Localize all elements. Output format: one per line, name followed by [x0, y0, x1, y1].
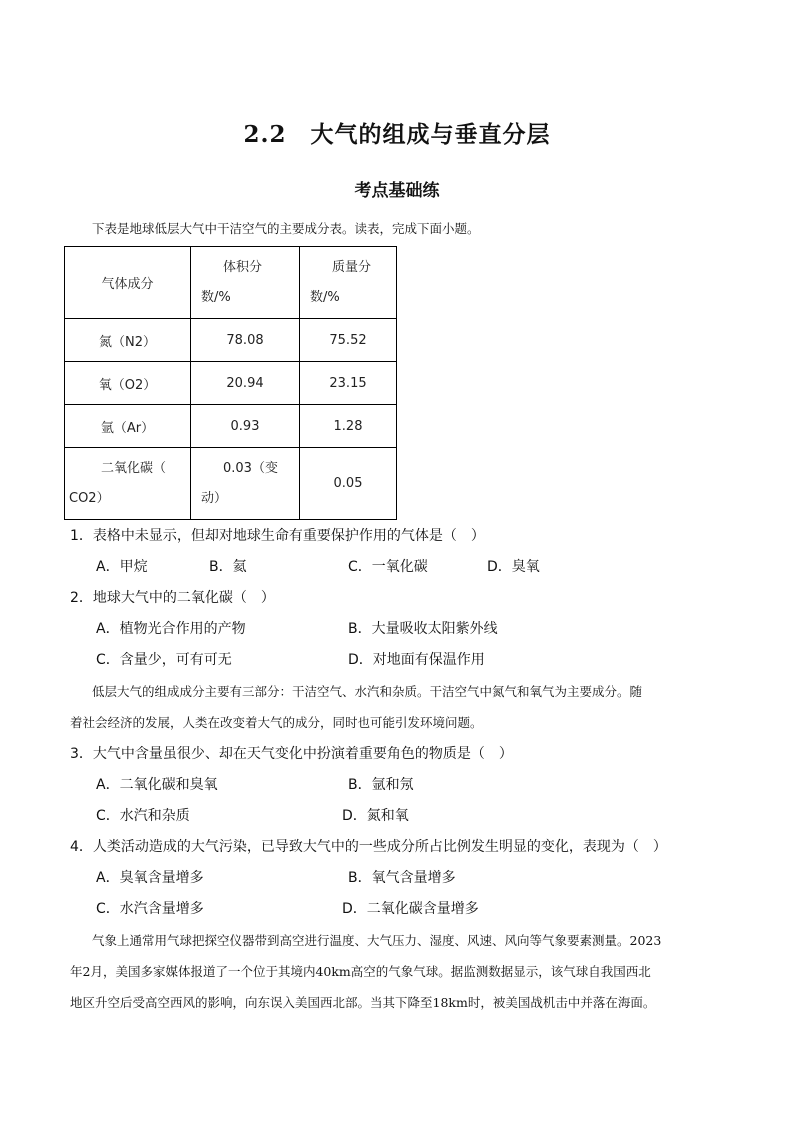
cell-gas: 氮（N2）	[65, 319, 191, 362]
cell-mass: 75.52	[300, 319, 397, 362]
q4-option-d[interactable]: D．二氧化碳含量增多	[342, 901, 479, 917]
cell-gas: 氩（Ar）	[65, 405, 191, 448]
q2-option-c[interactable]: C．含量少，可有可无	[96, 652, 232, 668]
q1-option-a[interactable]: A．甲烷	[96, 559, 148, 575]
header-volume: 体积分 数/%	[191, 247, 300, 319]
q3-option-d[interactable]: D．氮和氧	[342, 808, 409, 824]
q1-option-c[interactable]: C．一氧化碳	[348, 559, 428, 575]
q3-option-b[interactable]: B．氩和氖	[348, 777, 414, 793]
question-4-stem: 4．人类活动造成的大气污染，已导致大气中的一些成分所占比例发生明显的变化，表现为（ ）	[70, 839, 667, 855]
header-mass: 质量分 数/%	[300, 247, 397, 319]
table-header-row	[65, 247, 397, 319]
cell-mass: 0.05	[300, 448, 397, 520]
table-intro: 下表是地球低层大气中干洁空气的主要成分表。读表，完成下面小题。	[92, 221, 480, 236]
table-row	[65, 405, 397, 448]
q3-option-c[interactable]: C．水汽和杂质	[96, 808, 190, 824]
q1-option-d[interactable]: D．臭氧	[487, 559, 540, 575]
passage-3-line-2: 年2月，美国多家媒体报道了一个位于其境内40km高空的气象气球。据监测数据显示，该气球自我国西北	[70, 964, 651, 979]
passage-3-line-3: 地区升空后受高空西风的影响，向东误入美国西北部。当其下降至18km时，被美国战机击中并落在海面。	[70, 995, 656, 1010]
cell-volume: 0.93	[191, 405, 300, 448]
passage-3-line-1: 气象上通常用气球把探空仪器带到高空进行温度、大气压力、湿度、风速、风向等气象要素测量。2023	[92, 933, 662, 948]
question-1-stem: 1．表格中未显示，但却对地球生命有重要保护作用的气体是（ ）	[70, 528, 485, 544]
q2-option-b[interactable]: B．大量吸收太阳紫外线	[348, 621, 498, 637]
question-2-stem: 2．地球大气中的二氧化碳（ ）	[70, 590, 275, 606]
question-3-stem: 3．大气中含量虽很少、却在天气变化中扮演着重要角色的物质是（ ）	[70, 746, 513, 762]
section-subtitle: 考点基础练	[354, 181, 440, 201]
q1-option-b[interactable]: B．氦	[209, 559, 247, 575]
cell-mass: 1.28	[300, 405, 397, 448]
cell-volume: 20.94	[191, 362, 300, 405]
q4-option-a[interactable]: A．臭氧含量增多	[96, 870, 204, 886]
cell-gas: 氧（O2）	[65, 362, 191, 405]
cell-volume: 78.08	[191, 319, 300, 362]
cell-gas: 二氧化碳（ CO2）	[65, 448, 191, 520]
q2-option-d[interactable]: D．对地面有保温作用	[348, 652, 485, 668]
cell-volume: 0.03（变 动）	[191, 448, 300, 520]
q2-option-a[interactable]: A．植物光合作用的产物	[96, 621, 246, 637]
table-row	[65, 362, 397, 405]
table-row	[65, 448, 397, 520]
table-row	[65, 319, 397, 362]
header-gas: 气体成分	[65, 247, 191, 319]
q4-option-b[interactable]: B．氧气含量增多	[348, 870, 456, 886]
page-title: 2.2 大气的组成与垂直分层	[243, 121, 551, 148]
q3-option-a[interactable]: A．二氧化碳和臭氧	[96, 777, 218, 793]
cell-mass: 23.15	[300, 362, 397, 405]
gas-composition-table	[64, 246, 397, 520]
q4-option-c[interactable]: C．水汽含量增多	[96, 901, 204, 917]
passage-2-line-2: 着社会经济的发展，人类在改变着大气的成分，同时也可能引发环境问题。	[70, 715, 483, 730]
passage-2-line-1: 低层大气的组成成分主要有三部分：干洁空气、水汽和杂质。干洁空气中氮气和氧气为主要成分。随	[92, 684, 643, 699]
